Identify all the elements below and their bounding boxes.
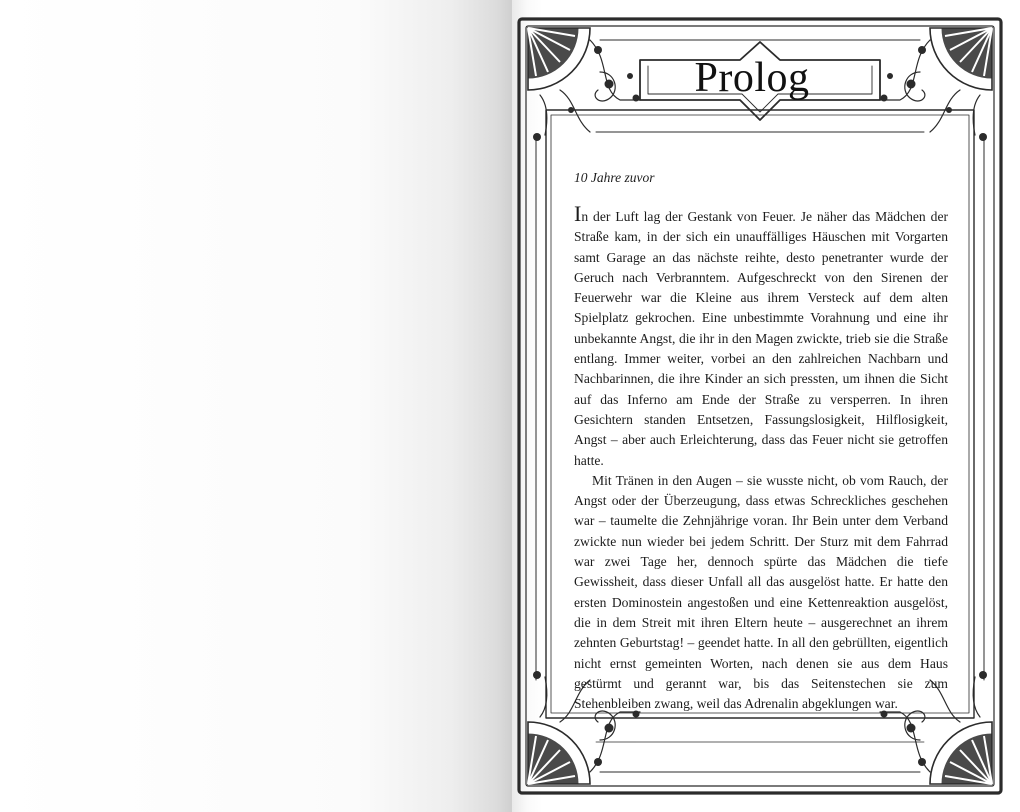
fan-ornament-bottom-left: [528, 722, 590, 784]
fan-ornament-bottom-right: [930, 722, 992, 784]
chapter-body: [574, 201, 948, 714]
fan-ornament-top-left: [528, 28, 590, 90]
paragraph-1: In der Luft lag der Gestank von Feuer. Je näher das Mädchen der Straße kam, in der sich ein unauffälliges Häuschen mit Vorgarten samt Garage an das nächste reihte, desto penetranter wurde der Geruch nach Verbranntem. Aufgeschreckt von den Sirenen der Feuerwehr war die Kleine aus ihrem Versteck auf dem alten Spielplatz gekrochen. Eine unbestimmte Vorahnung und eine ihr unbekannte Angst, die ihr in den Magen zwickte, trieb sie die Straße entlang. Immer weiter, vorbei an den zahlreichen Nachbarn und Nachbarinnen, die ihre Kinder an sich pressten, um ihnen die Sicht auf das Inferno am Ende der Straße zu versperren. In ihren Gesichtern standen Entsetzen, Fassungslosigkeit, Hilflosigkeit, Angst – aber auch Erleichterung, dass das Feuer nicht sie getroffen hatte.: [574, 201, 948, 468]
paragraph-2: Mit Tränen in den Augen – sie wusste nicht, ob vom Rauch, der Angst oder der Überzeugung, dass etwas Schreckliches geschehen war – taumelte die Zehnjährige voran. Ihr Bein unter dem Verband zwickte nun wieder bei jedem Schritt. Der Sturz mit dem Fahrrad war zwei Tage her, dennoch spürte das Mädchen die tiefe Gewissheit, dass dieser Unfall all das ausgelöst hatte. Er hatte den ersten Dominostein angestoßen und eine Kettenreaktion ausgelöst, die in dem Streit mit ihren Eltern heute – ausgerechnet an ihrem zehnten Geburtstag! – geendet hatte. In all den gebrüllten, eigentlich nicht ernst gemeinten Worten, nach denen sie aus dem Haus gestürmt und gerannt war, bis das Seitenstechen sie zum Stehenbleiben zwang, weil das Adrenalin abgeklungen war.: [574, 472, 948, 712]
chapter-subtitle: 10 Jahre zuvor: [574, 170, 655, 185]
chapter-title: Prolog: [694, 55, 810, 101]
fan-ornament-top-right: [930, 28, 992, 90]
